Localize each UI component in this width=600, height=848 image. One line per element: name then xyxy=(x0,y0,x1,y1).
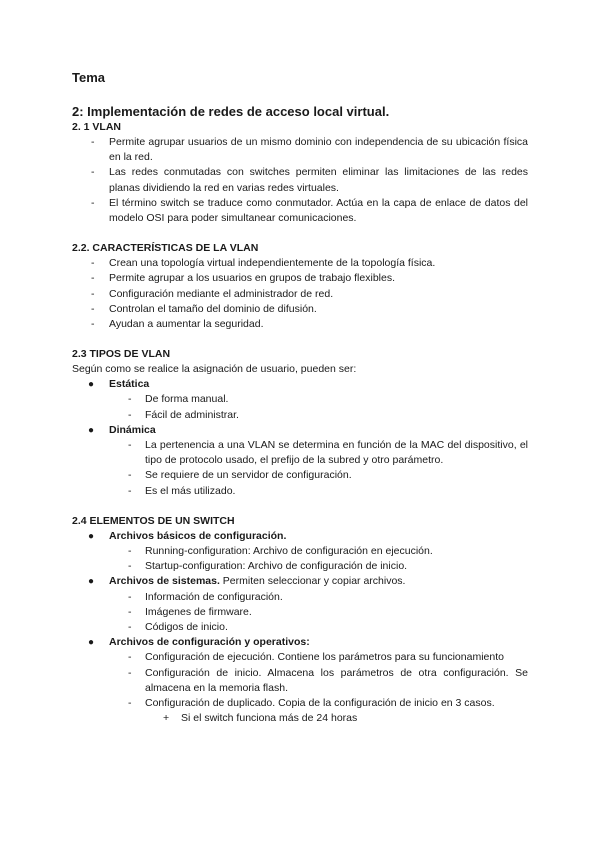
dinamica-list xyxy=(109,438,528,499)
list-item: - Información de configuración. xyxy=(72,590,528,605)
vlan-list xyxy=(72,135,528,226)
section-heading-vlan: 2. 1 VLAN xyxy=(72,121,122,133)
list-item: - Las redes conmutadas con switches permiten eliminar las limitaciones de las redes planas dividiendo la red en varias redes virtuales. xyxy=(72,165,528,195)
list-item: - Configuración de ejecución. Contiene los parámetros para su funcionamiento xyxy=(72,650,528,665)
tipos-intro: Según como se realice la asignación de usuario, pueden ser: xyxy=(72,363,357,376)
archivos-operativos-label: Archivos de configuración y operativos: xyxy=(109,636,310,649)
caracteristicas-list xyxy=(72,256,528,332)
section-heading-tipos: 2.3 TIPOS DE VLAN xyxy=(72,348,171,361)
bullet-icon: ● xyxy=(88,637,95,649)
list-item: - Running-configuration: Archivo de configuración en ejecución. xyxy=(72,544,528,559)
document-page xyxy=(72,70,528,727)
operativos-list xyxy=(109,650,528,726)
bullet-icon: ● xyxy=(88,530,95,542)
list-item-text: Configuración de duplicado. Copia de la configuración de inicio en 3 casos. xyxy=(145,697,495,710)
list-item: - Configuración mediante el administrador de red. xyxy=(72,287,528,302)
tipo-dinamica-label: Dinámica xyxy=(109,423,156,436)
list-item: - Se requiere de un servidor de configuración. xyxy=(72,468,528,483)
unit-heading: 2: Implementación de redes de acceso local virtual. xyxy=(72,104,390,119)
list-item: - De forma manual. xyxy=(72,392,528,407)
list-item: - Configuración de inicio. Almacena los parámetros de otra configuración. Se almacena en la memoria flash. xyxy=(72,666,528,696)
list-item xyxy=(72,574,528,635)
archivos-basicos-label: Archivos básicos de configuración. xyxy=(109,529,287,542)
section-heading-elementos: 2.4 ELEMENTOS DE UN SWITCH xyxy=(72,514,235,527)
duplicado-sublist xyxy=(145,711,528,726)
bullet-icon: ● xyxy=(88,424,95,436)
list-item: - La pertenencia a una VLAN se determina en función de la MAC del dispositivo, el tipo de protocolo usado, el prefijo de la subred y otro parámetro. xyxy=(72,438,528,468)
list-item: - Crean una topología virtual independientemente de la topología física. xyxy=(72,256,528,271)
list-item xyxy=(72,423,528,499)
list-item: - Permite agrupar a los usuarios en grupos de trabajo flexibles. xyxy=(72,271,528,286)
list-item: - Startup-configuration: Archivo de configuración de inicio. xyxy=(72,559,528,574)
basicos-list xyxy=(109,544,528,574)
tipo-estatica-label: Estática xyxy=(109,378,150,391)
list-item: - Imágenes de firmware. xyxy=(72,605,528,620)
archivos-sistemas-desc: Permiten seleccionar y copiar archivos. xyxy=(219,575,406,588)
document-title: Tema xyxy=(72,70,105,85)
list-item: - Controlan el tamaño del dominio de difusión. xyxy=(72,302,528,317)
list-item xyxy=(72,529,528,575)
list-item xyxy=(72,377,528,423)
list-item: - Es el más utilizado. xyxy=(72,484,528,499)
list-item: - Ayudan a aumentar la seguridad. xyxy=(72,317,528,332)
list-item: - Permite agrupar usuarios de un mismo dominio con independencia de su ubicación física en la red. xyxy=(72,135,528,165)
estatica-list xyxy=(109,392,528,422)
archivos-sistemas-label: Archivos de sistemas. xyxy=(109,575,220,588)
tipos-list xyxy=(72,377,528,499)
list-item: - El término switch se traduce como conmutador. Actúa en la capa de enlace de datos del modelo OSI para poder simultanear comunicaciones. xyxy=(72,196,528,226)
bullet-icon: ● xyxy=(88,576,95,588)
list-item xyxy=(72,696,528,726)
list-item xyxy=(72,635,528,726)
sistemas-list xyxy=(109,590,528,636)
bullet-icon: ● xyxy=(88,379,95,391)
section-heading-caracteristicas: 2.2. CARACTERÍSTICAS DE LA VLAN xyxy=(72,242,259,255)
elementos-list xyxy=(72,529,528,727)
list-item: - Fácil de administrar. xyxy=(72,408,528,423)
list-item: - Códigos de inicio. xyxy=(72,620,528,635)
list-item: + Si el switch funciona más de 24 horas xyxy=(72,711,528,726)
